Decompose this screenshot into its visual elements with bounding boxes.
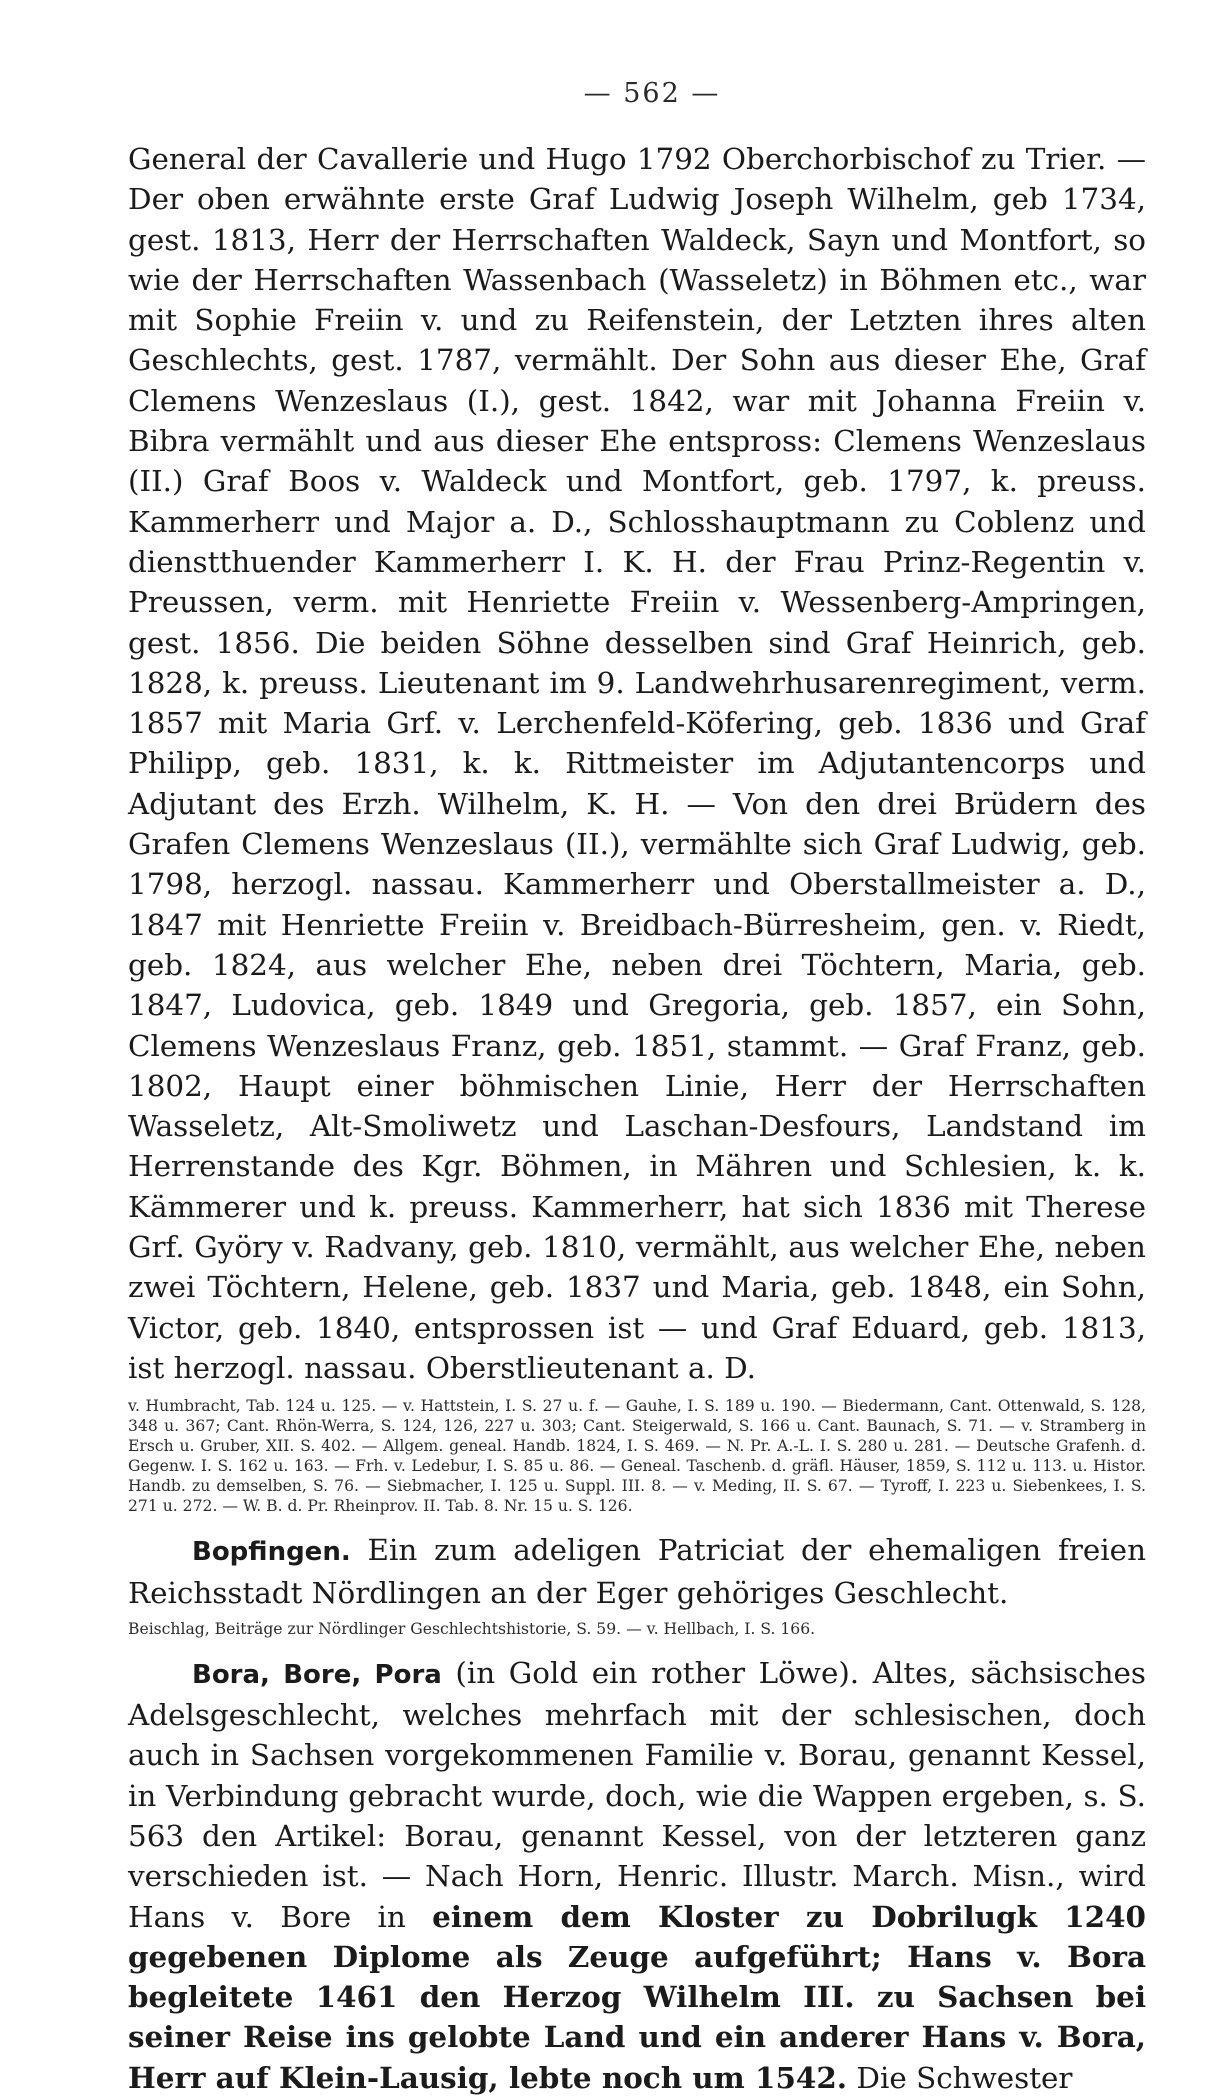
references-bopfingen: Beischlag, Beiträge zur Nördlinger Geschlechtshistorie, S. 59. — v. Hellbach, I. S. 166.	[128, 1619, 816, 1638]
entry-heading-bora: Bora, Bore, Pora	[192, 1659, 442, 1690]
entry-text-bora-bold: einem dem Kloster zu Dobrilugk 1240 gegebenen Diplome als Zeuge aufgeführt; Hans v. Bora begleitete 1461 den Herzog Wilhelm III. zu Sachsen bei seiner Reise ins gelobte Land und ein anderer Hans v. Bora, Herr auf Klein-Lausig, lebte noch um 1542.	[128, 1898, 1147, 2095]
entry-text-bora-end: Die Schwester	[856, 2060, 1073, 2095]
entry-text-bora: (in Gold ein rother Löwe). Altes, sächsisches Adelsgeschlecht, welches mehrfach mit der schlesischen, doch auch in Sachsen vorgekommenen Familie v. Borau, genannt Kessel, in Verbindung gebracht wurde, doch, wie die Wappen ergeben, s. S. 563 den Artikel: Borau, genannt Kessel, von der letzteren ganz verschieden ist. — Nach Horn, Henric. Illustr. March. Misn., wird Hans v. Bore in	[128, 1655, 1146, 1934]
continuation-paragraph: General der Cavallerie und Hugo 1792 Oberchorbischof zu Trier. — Der oben erwähnte erste Graf Ludwig Joseph Wilhelm, geb 1734, gest. 1813, Herr der Herrschaften Waldeck, Sayn und Montfort, so wie der Herrschaften Wassenbach (Wasseletz) in Böhmen etc., war mit Sophie Freiin v. und zu Reifenstein, der Letzten ihres alten Geschlechts, gest. 1787, vermählt. Der Sohn aus dieser Ehe, Graf Clemens Wenzeslaus (I.), gest. 1842, war mit Johanna Freiin v. Bibra vermählt und aus dieser Ehe entspross: Clemens Wenzeslaus (II.) Graf Boos v. Waldeck und Montfort, geb. 1797, k. preuss. Kammerherr und Major a. D., Schlosshauptmann zu Coblenz und dienstthuender Kammerherr I. K. H. der Frau Prinz-Regentin v. Preussen, verm. mit Henriette Freiin v. Wessenberg-Ampringen, gest. 1856. Die beiden Söhne desselben sind Graf Heinrich, geb. 1828, k. preuss. Lieutenant im 9. Landwehrhusarenregiment, verm. 1857 mit Maria Grf. v. Lerchenfeld-Köfering, geb. 1836 und Graf Philipp, geb. 1831, k. k. Rittmeister im Adjutantencorps und Adjutant des Erzh. Wilhelm, K. H. — Von den drei Brüdern des Grafen Clemens Wenzeslaus (II.), vermählte sich Graf Ludwig, geb. 1798, herzogl. nassau. Kammerherr und Oberstallmeister a. D., 1847 mit Henriette Freiin v. Breidbach-Bürresheim, gen. v. Riedt, geb. 1824, aus welcher Ehe, neben drei Töchtern, Maria, geb. 1847, Ludovica, geb. 1849 und Gregoria, geb. 1857, ein Sohn, Clemens Wenzeslaus Franz, geb. 1851, stammt. — Graf Franz, geb. 1802, Haupt einer böhmischen Linie, Herr der Herrschaften Wasseletz, Alt-Smoliwetz und Laschan-Desfours, Landstand im Herrenstande des Kgr. Böhmen, in Mähren und Schlesien, k. k. Kämmerer und k. preuss. Kammerherr, hat sich 1836 mit Therese Grf. Györy v. Radvany, geb. 1810, vermählt, aus welcher Ehe, neben zwei Töchtern, Helene, geb. 1837 und Maria, geb. 1848, ein Sohn, Victor, geb. 1840, entsprossen ist — und Graf Eduard, geb. 1813, ist herzogl. nassau. Oberstlieutenant a. D.	[128, 142, 1146, 1385]
references-boos-waldeck: v. Humbracht, Tab. 124 u. 125. — v. Hattstein, I. S. 27 u. f. — Gauhe, I. S. 189 u. 190. — Biedermann, Cant. Ottenwald, S. 128, 348 u. 367; Cant. Rhön-Werra, S. 124, 126, 227 u. 303; Cant. Steigerwald, S. 166 u. Cant. Baunach, S. 71. — v. Stramberg in Ersch u. Gruber, XII. S. 402. — Allgem. geneal. Handb. 1824, I. S. 469. — N. Pr. A.-L. I. S. 280 u. 281. — Deutsche Grafenh. d. Gegenw. I. S. 162 u. 163. — Frh. v. Ledebur, I. S. 85 u. 86. — Geneal. Taschenb. d. gräfl. Häuser, 1859, S. 112 u. 113. u. Histor. Handb. zu demselben, S. 76. — Siebmacher, I. 125 u. Suppl. III. 8. — v. Meding, II. S. 67. — Tyroff, I. 223 u. Siebenkees, I. S. 271 u. 272. — W. B. d. Pr. Rheinprov. II. Tab. 8. Nr. 15 u. S. 126.	[128, 1397, 1146, 1516]
page-number: — 562 —	[583, 78, 721, 109]
entry-bopfingen	[128, 1530, 1146, 1613]
entry-text-bopfingen: Ein zum adeligen Patriciat der ehemaligen freien Reichsstadt Nördlingen an der Eger gehöriges Geschlecht.	[128, 1533, 1146, 1610]
entry-heading-bopfingen: Bopfingen.	[192, 1537, 351, 1568]
entry-bora	[128, 1653, 1146, 2098]
